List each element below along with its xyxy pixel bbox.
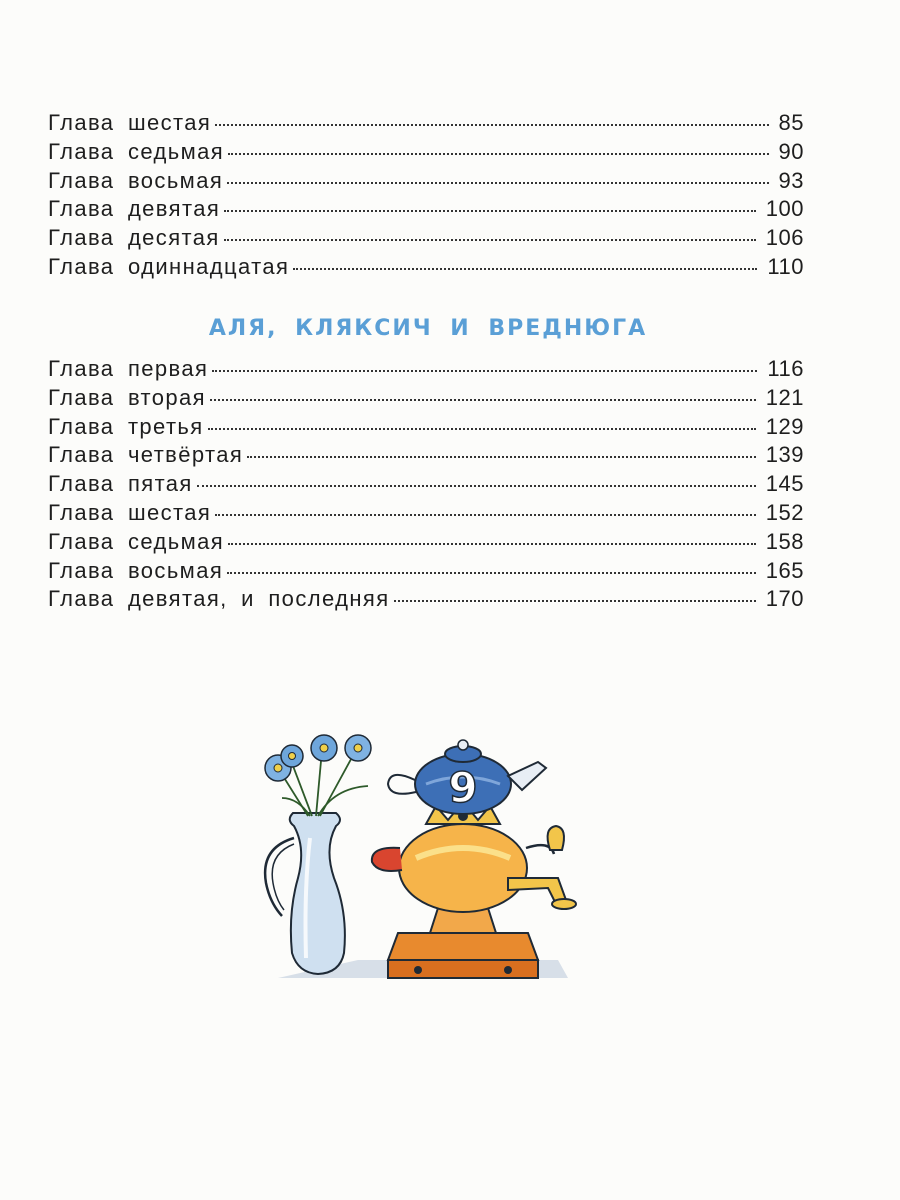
toc-entry [48,586,804,615]
toc-dot-leader [247,456,756,458]
teapot-number: 9 [448,763,478,812]
toc-entry [48,196,804,225]
toc-entry-page: 145 [765,471,804,497]
toc-entry-title: Глава третья [48,413,204,439]
toc-entry-title: Глава седьмая [48,138,225,164]
toc-entry-title: Глава седьмая [48,528,225,554]
toc-list-part1 [48,110,804,283]
teapot-icon [388,740,546,814]
section-heading: АЛЯ, КЛЯКСИЧ И ВРЕДНЮГА [208,316,648,341]
toc-entry-page: 100 [765,196,804,222]
toc-entry [48,168,804,197]
toc-dot-leader [227,182,768,184]
toc-entry [48,558,804,587]
toc-dot-leader [212,370,757,372]
toc-entry-page: 121 [765,384,804,410]
toc-entry [48,442,804,471]
toc-entry-title: Глава девятая [48,196,221,222]
toc-entry-title: Глава восьмая [48,167,224,193]
toc-dot-leader [228,153,768,155]
toc-dot-leader [394,600,756,602]
toc-entry-title: Глава девятая, и последняя [48,586,390,612]
toc-entry [48,471,804,500]
toc-entry-title: Глава вторая [48,384,206,410]
samovar-icon [372,802,576,978]
toc-dot-leader [208,428,756,430]
toc-entry [48,254,804,283]
toc-entry-page: 110 [767,253,804,279]
toc-dot-leader [228,543,756,545]
toc-entry-page: 90 [778,138,804,164]
toc-entry [48,500,804,529]
toc-entry-title: Глава шестая [48,110,212,135]
toc-dot-leader [210,399,756,401]
toc-dot-leader [215,124,768,126]
toc-entry-page: 93 [778,167,804,193]
toc-dot-leader [293,268,757,270]
toc-entry-page: 170 [765,586,804,612]
toc-entry [48,225,804,254]
toc-entry-title: Глава десятая [48,225,220,251]
flower-icon [265,735,371,781]
toc-entry-page: 116 [767,356,804,381]
toc-entry-title: Глава шестая [48,499,212,525]
toc-dot-leader [224,239,756,241]
toc-dot-leader [224,210,756,212]
toc-entry [48,110,804,139]
toc-entry-title: Глава четвёртая [48,442,244,468]
toc-entry [48,356,804,385]
toc-entry-title: Глава первая [48,356,209,381]
toc-entry-title: Глава одиннадцатая [48,253,290,279]
toc-entry-page: 85 [778,110,804,135]
toc-entry [48,414,804,443]
toc-entry-page: 139 [765,442,804,468]
vase-icon [265,813,345,974]
toc-entry-page: 158 [765,528,804,554]
toc-entry-page: 165 [765,557,804,583]
toc-entry-title: Глава пятая [48,471,193,497]
toc-list-part2 [48,356,804,615]
toc-dot-leader [197,485,756,487]
toc-entry-page: 152 [765,499,804,525]
toc-dot-leader [227,572,756,574]
samovar-illustration [238,728,598,988]
toc-entry [48,385,804,414]
toc-entry-title: Глава восьмая [48,557,224,583]
toc-entry [48,139,804,168]
toc-entry-page: 106 [765,225,804,251]
toc-entry [48,529,804,558]
toc-entry-page: 129 [765,413,804,439]
toc-dot-leader [215,514,756,516]
